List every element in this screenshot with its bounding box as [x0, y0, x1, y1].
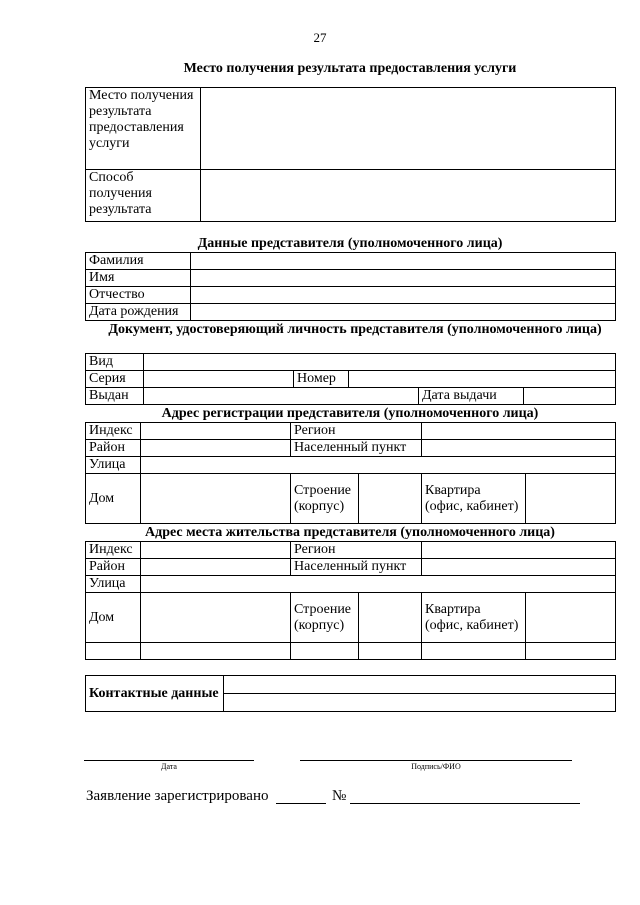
reg-address-title: Адрес регистрации представителя (уполномоченного лица): [161, 406, 539, 421]
signature-line[interactable]: [300, 760, 572, 761]
res-building-label: Строение (корпус): [291, 593, 359, 643]
res-building-field[interactable]: [359, 593, 422, 643]
name-field[interactable]: [191, 270, 616, 287]
patronymic-label: Отчество: [86, 287, 191, 304]
res-extra-cell[interactable]: [141, 643, 291, 660]
reg-apartment-field[interactable]: [526, 474, 616, 524]
reg-address-table: [85, 422, 616, 524]
res-region-field[interactable]: [422, 542, 616, 559]
contacts-field[interactable]: [224, 676, 616, 712]
rep-doc-title: Документ, удостоверяющий личность представителя (уполномоченного лица): [108, 322, 602, 337]
reg-district-field[interactable]: [141, 440, 291, 457]
result-section-title: Место получения результата предоставления услуги: [183, 61, 517, 76]
name-label: Имя: [86, 270, 191, 287]
page-number: 27: [313, 30, 327, 45]
res-district-label: Район: [86, 559, 141, 576]
res-extra-cell[interactable]: [359, 643, 422, 660]
result-place-label: Место получения результата предоставления услуги: [86, 88, 201, 170]
doc-series-label: Серия: [86, 371, 144, 388]
res-region-label: Регион: [291, 542, 422, 559]
result-method-label: Способ получения результата: [86, 170, 201, 222]
surname-label: Фамилия: [86, 253, 191, 270]
doc-type-field[interactable]: [144, 354, 616, 371]
date-line[interactable]: [84, 760, 254, 761]
doc-type-label: Вид: [86, 354, 144, 371]
registration-date-line[interactable]: [276, 803, 326, 804]
reg-house-label: Дом: [86, 474, 141, 524]
contacts-table: [85, 675, 616, 712]
contacts-divider: [224, 693, 615, 694]
doc-issued-label: Выдан: [86, 388, 144, 405]
res-index-label: Индекс: [86, 542, 141, 559]
reg-index-label: Индекс: [86, 423, 141, 440]
rep-data-title: Данные представителя (уполномоченного лица): [197, 236, 503, 251]
registered-label: Заявление зарегистрировано: [86, 788, 269, 804]
res-street-label: Улица: [86, 576, 141, 593]
reg-locality-label: Населенный пункт: [291, 440, 422, 457]
res-extra-cell[interactable]: [422, 643, 526, 660]
res-extra-cell[interactable]: [526, 643, 616, 660]
doc-issue-date-field[interactable]: [524, 388, 616, 405]
reg-house-field[interactable]: [141, 474, 291, 524]
reg-index-field[interactable]: [141, 423, 291, 440]
reg-region-field[interactable]: [422, 423, 616, 440]
contacts-label: Контактные данные: [86, 676, 224, 712]
doc-number-label: Номер: [294, 371, 349, 388]
res-district-field[interactable]: [141, 559, 291, 576]
res-house-label: Дом: [86, 593, 141, 643]
reg-building-field[interactable]: [359, 474, 422, 524]
reg-district-label: Район: [86, 440, 141, 457]
registration-number-line[interactable]: [350, 803, 580, 804]
date-caption: Дата: [161, 762, 177, 771]
doc-series-field[interactable]: [144, 371, 294, 388]
res-extra-cell[interactable]: [86, 643, 141, 660]
birthdate-field[interactable]: [191, 304, 616, 321]
res-address-title: Адрес места жительства представителя (уполномоченного лица): [145, 525, 555, 540]
reg-building-label: Строение (корпус): [291, 474, 359, 524]
birthdate-label: Дата рождения: [86, 304, 191, 321]
number-sign: №: [332, 788, 347, 804]
doc-issued-field[interactable]: [144, 388, 419, 405]
res-locality-label: Населенный пункт: [291, 559, 422, 576]
result-place-field[interactable]: [201, 88, 616, 170]
res-address-table: [85, 541, 616, 660]
patronymic-field[interactable]: [191, 287, 616, 304]
rep-doc-table: [85, 353, 616, 405]
signature-caption: Подпись/ФИО: [411, 762, 461, 771]
res-locality-field[interactable]: [422, 559, 616, 576]
reg-region-label: Регион: [291, 423, 422, 440]
surname-field[interactable]: [191, 253, 616, 270]
res-index-field[interactable]: [141, 542, 291, 559]
doc-issue-date-label: Дата выдачи: [419, 388, 524, 405]
reg-locality-field[interactable]: [422, 440, 616, 457]
rep-data-table: [85, 252, 616, 321]
res-extra-cell[interactable]: [291, 643, 359, 660]
reg-apartment-label: Квартира (офис, кабинет): [422, 474, 526, 524]
res-apartment-label: Квартира (офис, кабинет): [422, 593, 526, 643]
res-house-field[interactable]: [141, 593, 291, 643]
res-street-field[interactable]: [141, 576, 616, 593]
doc-number-field[interactable]: [349, 371, 616, 388]
result-method-field[interactable]: [201, 170, 616, 222]
res-apartment-field[interactable]: [526, 593, 616, 643]
reg-street-label: Улица: [86, 457, 141, 474]
result-table: [85, 87, 616, 222]
reg-street-field[interactable]: [141, 457, 616, 474]
